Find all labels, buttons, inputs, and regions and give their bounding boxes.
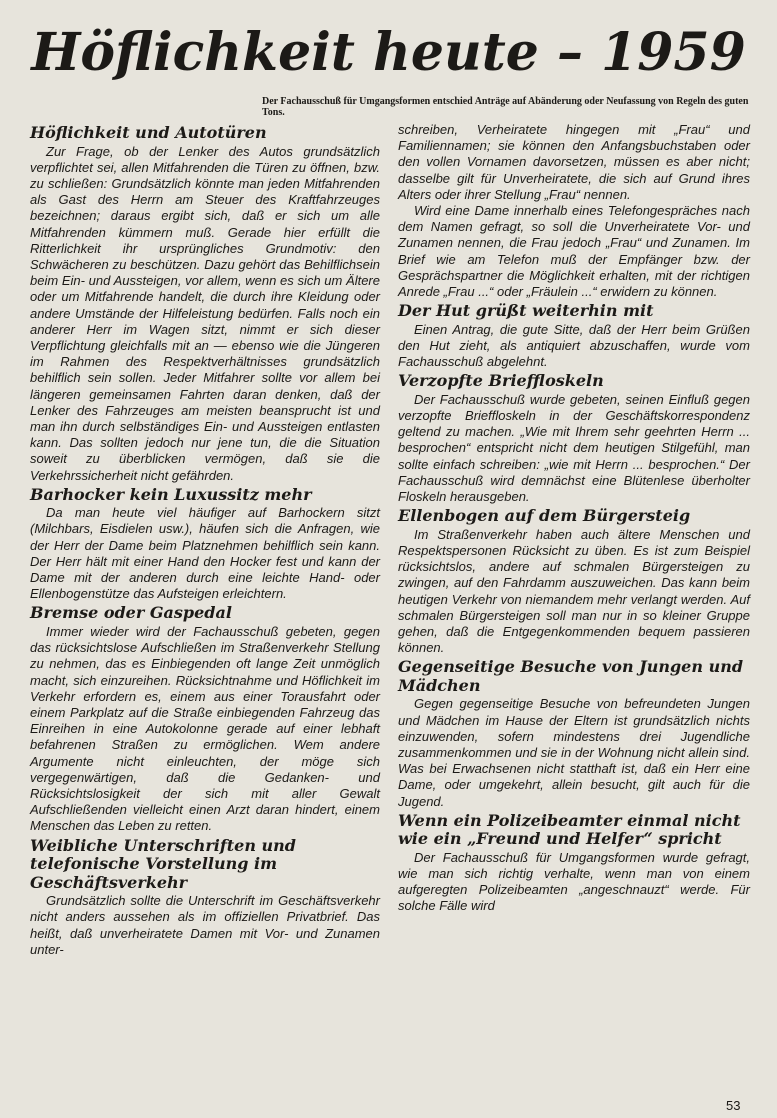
page-title: Höflichkeit heute – 1959 [31, 22, 746, 83]
section-heading: Barhocker kein Luxussitz mehr [30, 484, 312, 504]
section-heading: Gegenseitige Besuche von Jungen und Mädchen [398, 657, 744, 695]
section-bremse [30, 604, 380, 834]
section-text: Immer wieder wird der Fachausschuß gebeten, gegen das rücksichtslose Aufschließen im Straßenverkehr Stellung zu nehmen, das es Einbiegenden oft lange Zeit unmöglich macht, sich einzureihen. Rücksichtnahme und Höflichkeit im Verkehr erfordern es, einem aus einer Torausfahrt oder einem Parkplatz auf die Straße einbiegenden Fahrzeug das Einreihen in eine Autokolonne gerade auf einer lebhaft befahrenen Straßen zu ermöglichen. Wem andere Argumente nicht einleuchten, der möge sich vergegenwärtigen, daß die Gedanken- und Rücksichtslosigkeit der sich mit aller Gewalt Aufschließenden vielleicht einen Arzt daran hindert, einem Menschen das Leben zu retten. [30, 623, 380, 834]
section-polizeibeamter [398, 812, 750, 915]
section-heading: Höflichkeit und Autotüren [30, 123, 267, 142]
section-hut [398, 302, 750, 370]
section-heading: Der Hut grüßt weiterhin mit [398, 301, 654, 321]
subtitle: Der Fachausschuß für Umgangsformen entschied Anträge auf Abänderung oder Neufassung von Regeln des guten Tons. [262, 96, 749, 118]
section-text: Zur Frage, ob der Lenker des Autos grundsätzlich verpflichtet sei, allen Mitfahrenden die Türen zu öffnen, bzw. zu schließen: Grundsätzlich könnte man jeden Mitfahrenden als Gast des Herrn am Steuer des Kraftfahrzeuges bezeichnen; daraus ergibt sich, daß er sich um alle Mitfahrenden kümmern muß. Gerade hier erfüllt die Ritterlichkeit ihr ursprüngliches Grundmotiv: den Schwächeren zu beschützen. Dazu gehört das Behilflichsein beim Ein- und Aussteigen, vor allem, wenn es sich um Ältere oder um Mitfahrende handelt, die durch ihre Kleidung oder andere Umstände der Hilfeleistung bedürfen. Falls noch ein anderer Herr im Wagen sitzt, nimmt er sich dieser Verpflichtung gleichfalls mit an — ebenso wie die Jüngeren im Rahmen des Respektverhältnisses grundsätzlich behilflich sein sollen. Jeder Mitfahrer sollte vor allem bei längeren gemeinsamen Fahrten daran denken, daß der Lenker des Fahrzeuges am meisten beansprucht ist und man ihn durch selbständiges Ein- und Aussteigen entlasten kann. Das sollten jedoch nur jene tun, die die Situation soweit zu überblicken vermögen, daß sie die Verkehrssicherheit nicht gefährden. [30, 143, 380, 483]
section-text: schreiben, Verheiratete hingegen mit „Frau“ und Familiennamen; sie können den Anfangsbuchstaben oder den vollen Vornamen davorsetzen, müssen es aber nicht; dasselbe gilt für Unverheiratete, die sich auf Grund ihres Alters oder ihrer Stellung „Frau“ nennen. [398, 122, 750, 202]
section-text: Der Fachausschuß für Umgangsformen wurde gefragt, wie man sich richtig verhalte, wenn man von einem aufgeregten Polizeibeamten „angeschnauzt“ werde. Für solche Fälle wird [398, 849, 750, 914]
section-heading: Bremse oder Gaspedal [30, 603, 232, 623]
section-unterschriften [30, 837, 380, 958]
section-brieffloskeln [398, 372, 750, 505]
section-ellenbogen [398, 507, 750, 656]
section-heading: Verzopfte Brieffloskeln [398, 371, 604, 391]
section-text: Wird eine Dame innerhalb eines Telefongespräches nach dem Namen gefragt, so soll die Unverheiratete Vor- und Zunamen nennen, die Frau jedoch „Frau“ und Zunamen. Im Brief wie am Telefon muß der Empfänger bzw. der Gesprächspartner die Möglichkeit erhalten, mit der richtigen Anrede „Frau ...“ oder „Fräulein ...“ erwidern zu können. [398, 203, 750, 300]
left-column [30, 122, 380, 958]
page-number: 53 [726, 1098, 741, 1113]
section-text: Da man heute viel häufiger auf Barhockern sitzt (Milchbars, Eisdielen usw.), häufen sich die Anfragen, wie der Herr der Dame beim Platznehmen behilflich sein kann. Der Herr hält mit einer Hand den Hocker fest und kann der Dame mit der anderen durch eine leichte Hand- oder Ellenbogenstütze das Aufsteigen erleichtern. [30, 505, 380, 602]
section-heading: Ellenbogen auf dem Bürgersteig [398, 506, 691, 526]
section-text: Einen Antrag, die gute Sitte, daß der Herr beim Grüßen den Hut zieht, als antiquiert abzuschaffen, wurde vom Fachausschuß abgelehnt. [398, 321, 750, 370]
section-barhocker [30, 486, 380, 603]
section-text: Der Fachausschuß wurde gebeten, seinen Einfluß gegen verzopfte Brieffloskeln in der Geschäftskorrespondenz geltend zu machen. „Wie mit Ihrem sehr geehrten Herrn ... besprochen“ entspricht nicht dem heutigen Stilgefühl, man sollte einfach schreiben: „wie mit Herrn ... besprochen.“ Der Fachausschuß wird demnächst eine Blütenlese überholter Floskeln herausgeben. [398, 391, 750, 505]
section-text: Grundsätzlich sollte die Unterschrift im Geschäftsverkehr nicht anders aussehen als im offiziellen Privatbrief. Das heißt, daß unverheiratete Damen mit Vor- und Zunamen unter- [30, 893, 380, 957]
section-heading: Weibliche Unterschriften und telefonische Vorstellung im Geschäftsverkehr [30, 835, 296, 892]
section-unterschriften-continued [398, 122, 750, 300]
right-column [398, 122, 750, 915]
section-heading: Wenn ein Polizeibeamter einmal nicht wie ein „Freund und Helfer“ spricht [398, 810, 741, 849]
section-besuche [398, 658, 750, 809]
section-autotueren [30, 124, 380, 484]
section-text: Im Straßenverkehr haben auch ältere Menschen und Respektspersonen Rücksicht zu üben. Es ist zum Beispiel rücksichtslos, andere auf schmalen Bürgersteigen zu zwingen, auf den Fahrdamm auszuweichen. Das kann beim heutigen Verkehr von niemandem mehr verlangt werden. Auf schmalen Bürgersteigen soll man nur in so kleiner Gruppe gehen, daß die Entgegenkommenden bequem passieren können. [398, 526, 750, 656]
section-text: Gegen gegenseitige Besuche von befreundeten Jungen und Mädchen im Hause der Eltern ist grundsätzlich nichts einzuwenden, sofern mindestens drei Jugendliche zusammenkommen und sie in der Wohnung nicht allein sind. Was bei Erwachsenen nicht statthaft ist, daß ein Herr eine Dame, oder umgekehrt, allein besucht, gilt auch für die Jugend. [398, 696, 750, 809]
